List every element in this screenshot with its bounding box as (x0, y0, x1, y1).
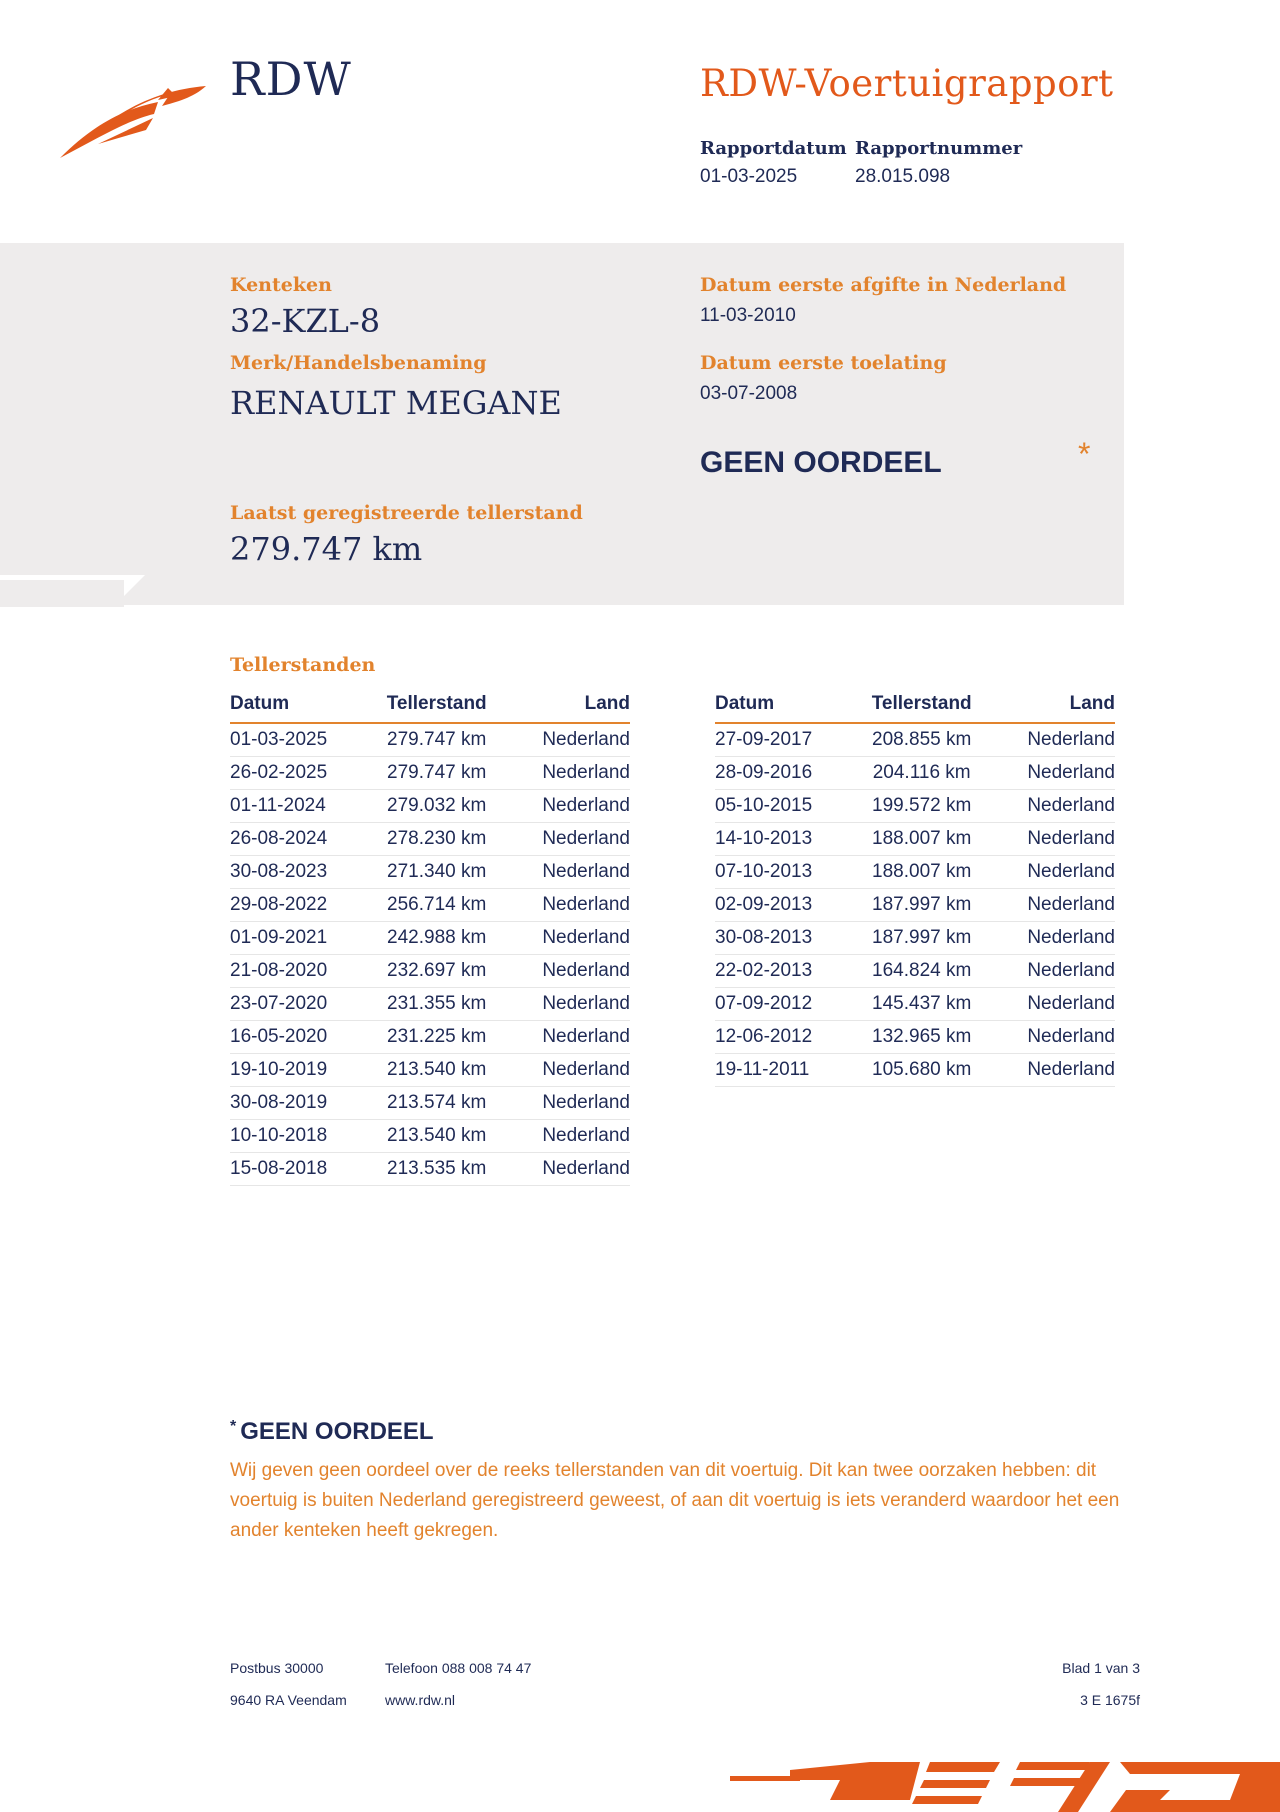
reading-date: 19-11-2011 (715, 1054, 852, 1087)
reading-date: 07-09-2012 (715, 988, 852, 1021)
reading-value: 187.997 km (852, 922, 992, 955)
report-date-label: Rapportdatum (700, 138, 847, 159)
table-row (715, 757, 1115, 790)
report-number: 28.015.098 (855, 166, 951, 187)
footer-postbus: Postbus 30000 (230, 1660, 324, 1676)
footer-code: 3 E 1675f (1080, 1692, 1140, 1708)
table-row (230, 1120, 630, 1153)
reading-country: Nederland (507, 955, 630, 988)
table-row (230, 723, 630, 757)
reading-country: Nederland (992, 1054, 1115, 1087)
reading-date: 01-03-2025 (230, 723, 367, 757)
reading-country: Nederland (507, 1153, 630, 1186)
table-row (230, 922, 630, 955)
table-row (715, 988, 1115, 1021)
col-country: Land (992, 692, 1115, 723)
reading-value: 199.572 km (852, 790, 992, 823)
reading-country: Nederland (507, 856, 630, 889)
reading-country: Nederland (507, 1120, 630, 1153)
reading-date: 14-10-2013 (715, 823, 852, 856)
reading-value: 213.574 km (367, 1087, 507, 1120)
reading-date: 01-09-2021 (230, 922, 367, 955)
reading-value: 279.747 km (367, 757, 507, 790)
reading-date: 02-09-2013 (715, 889, 852, 922)
plate-value: 32-KZL-8 (230, 302, 381, 340)
reading-country: Nederland (507, 1021, 630, 1054)
reading-date: 01-11-2024 (230, 790, 367, 823)
reading-value: 278.230 km (367, 823, 507, 856)
reading-country: Nederland (507, 757, 630, 790)
table-row (230, 856, 630, 889)
reading-date: 22-02-2013 (715, 955, 852, 988)
reading-country: Nederland (992, 988, 1115, 1021)
reading-value: 231.225 km (367, 1021, 507, 1054)
readings-section-label: Tellerstanden (230, 654, 376, 676)
reading-country: Nederland (992, 889, 1115, 922)
make-value: RENAULT MEGANE (230, 384, 562, 422)
reading-value: 164.824 km (852, 955, 992, 988)
first-admission-value: 03-07-2008 (700, 383, 798, 404)
col-date: Datum (715, 692, 852, 723)
reading-country: Nederland (507, 823, 630, 856)
reading-value: 213.535 km (367, 1153, 507, 1186)
reading-country: Nederland (507, 723, 630, 757)
logo-text: RDW (230, 52, 352, 106)
reading-date: 05-10-2015 (715, 790, 852, 823)
reading-value: 242.988 km (367, 922, 507, 955)
footer-city: 9640 RA Veendam (230, 1692, 347, 1708)
table-row (715, 856, 1115, 889)
reading-date: 27-09-2017 (715, 723, 852, 757)
reading-value: 208.855 km (852, 723, 992, 757)
reading-value: 188.007 km (852, 823, 992, 856)
vehicle-summary-panel (0, 243, 1124, 605)
table-row (715, 1054, 1115, 1087)
reading-country: Nederland (992, 723, 1115, 757)
table-row (230, 823, 630, 856)
reading-date: 16-05-2020 (230, 1021, 367, 1054)
reading-date: 30-08-2013 (715, 922, 852, 955)
table-row (230, 1153, 630, 1186)
table-row (715, 790, 1115, 823)
reading-value: 256.714 km (367, 889, 507, 922)
col-reading: Tellerstand (852, 692, 992, 723)
table-row (715, 889, 1115, 922)
reading-country: Nederland (507, 922, 630, 955)
note-title (230, 1418, 434, 1446)
reading-country: Nederland (992, 955, 1115, 988)
reading-country: Nederland (507, 1087, 630, 1120)
reading-date: 15-08-2018 (230, 1153, 367, 1186)
reading-date: 21-08-2020 (230, 955, 367, 988)
reading-date: 26-08-2024 (230, 823, 367, 856)
reading-value: 231.355 km (367, 988, 507, 1021)
reading-value: 213.540 km (367, 1054, 507, 1087)
first-registration-nl-label: Datum eerste afgifte in Nederland (700, 274, 1067, 296)
report-date: 01-03-2025 (700, 166, 798, 187)
verdict-asterisk: * (1078, 436, 1091, 472)
panel-cut-fill (0, 580, 124, 607)
table-row (230, 1054, 630, 1087)
decorative-stripes-icon (730, 1740, 1280, 1812)
reading-country: Nederland (992, 790, 1115, 823)
table-row (230, 1087, 630, 1120)
reading-country: Nederland (992, 1021, 1115, 1054)
footer-web[interactable]: www.rdw.nl (385, 1692, 456, 1708)
reading-country: Nederland (507, 889, 630, 922)
reading-value: 213.540 km (367, 1120, 507, 1153)
reading-date: 23-07-2020 (230, 988, 367, 1021)
reading-value: 232.697 km (367, 955, 507, 988)
col-country: Land (507, 692, 630, 723)
make-label: Merk/Handelsbenaming (230, 352, 487, 374)
note-title-text: GEEN OORDEEL (240, 1418, 434, 1445)
reading-country: Nederland (507, 988, 630, 1021)
verdict: GEEN OORDEEL (700, 446, 942, 479)
plate-label: Kenteken (230, 274, 332, 296)
readings-table-left (230, 692, 630, 1186)
reading-date: 28-09-2016 (715, 757, 852, 790)
reading-date: 07-10-2013 (715, 856, 852, 889)
reading-value: 105.680 km (852, 1054, 992, 1087)
table-row (715, 922, 1115, 955)
reading-date: 29-08-2022 (230, 889, 367, 922)
reading-value: 187.997 km (852, 889, 992, 922)
first-registration-nl-value: 11-03-2010 (700, 305, 796, 326)
reading-country: Nederland (507, 790, 630, 823)
reading-value: 145.437 km (852, 988, 992, 1021)
reading-value: 279.747 km (367, 723, 507, 757)
first-admission-label: Datum eerste toelating (700, 352, 947, 374)
reading-value: 271.340 km (367, 856, 507, 889)
odometer-label: Laatst geregistreerde tellerstand (230, 502, 583, 524)
reading-value: 188.007 km (852, 856, 992, 889)
rdw-logo-icon (58, 80, 208, 162)
reading-country: Nederland (507, 1054, 630, 1087)
reading-date: 26-02-2025 (230, 757, 367, 790)
table-row (230, 889, 630, 922)
odometer-value: 279.747 km (230, 530, 423, 568)
reading-date: 30-08-2019 (230, 1087, 367, 1120)
report-title: RDW-Voertuigrapport (700, 62, 1114, 105)
reading-country: Nederland (992, 856, 1115, 889)
table-row (230, 988, 630, 1021)
note-star: * (230, 1418, 237, 1435)
reading-date: 12-06-2012 (715, 1021, 852, 1054)
table-row (230, 790, 630, 823)
reading-country: Nederland (992, 757, 1115, 790)
reading-value: 204.116 km (852, 757, 992, 790)
table-row (230, 757, 630, 790)
reading-country: Nederland (992, 823, 1115, 856)
col-date: Datum (230, 692, 367, 723)
reading-date: 19-10-2019 (230, 1054, 367, 1087)
table-row (230, 955, 630, 988)
note-text: Wij geven geen oordeel over de reeks tellerstanden van dit voertuig. Dit kan twee oorzaken hebben: dit voertuig is buiten Nederland geregistreerd geweest, of aan dit voertuig is iets veranderd waardoor het een ander kenteken heeft gekregen. (230, 1460, 1120, 1541)
reading-country: Nederland (992, 922, 1115, 955)
table-row (715, 823, 1115, 856)
table-row (715, 1021, 1115, 1054)
reading-date: 10-10-2018 (230, 1120, 367, 1153)
footer-page: Blad 1 van 3 (1062, 1660, 1140, 1676)
table-row (715, 723, 1115, 757)
col-reading: Tellerstand (367, 692, 507, 723)
reading-value: 132.965 km (852, 1021, 992, 1054)
table-row (715, 955, 1115, 988)
readings-table-right (715, 692, 1115, 1087)
reading-date: 30-08-2023 (230, 856, 367, 889)
reading-value: 279.032 km (367, 790, 507, 823)
table-row (230, 1021, 630, 1054)
report-number-label: Rapportnummer (855, 138, 1023, 159)
footer-phone: Telefoon 088 008 74 47 (385, 1660, 532, 1676)
